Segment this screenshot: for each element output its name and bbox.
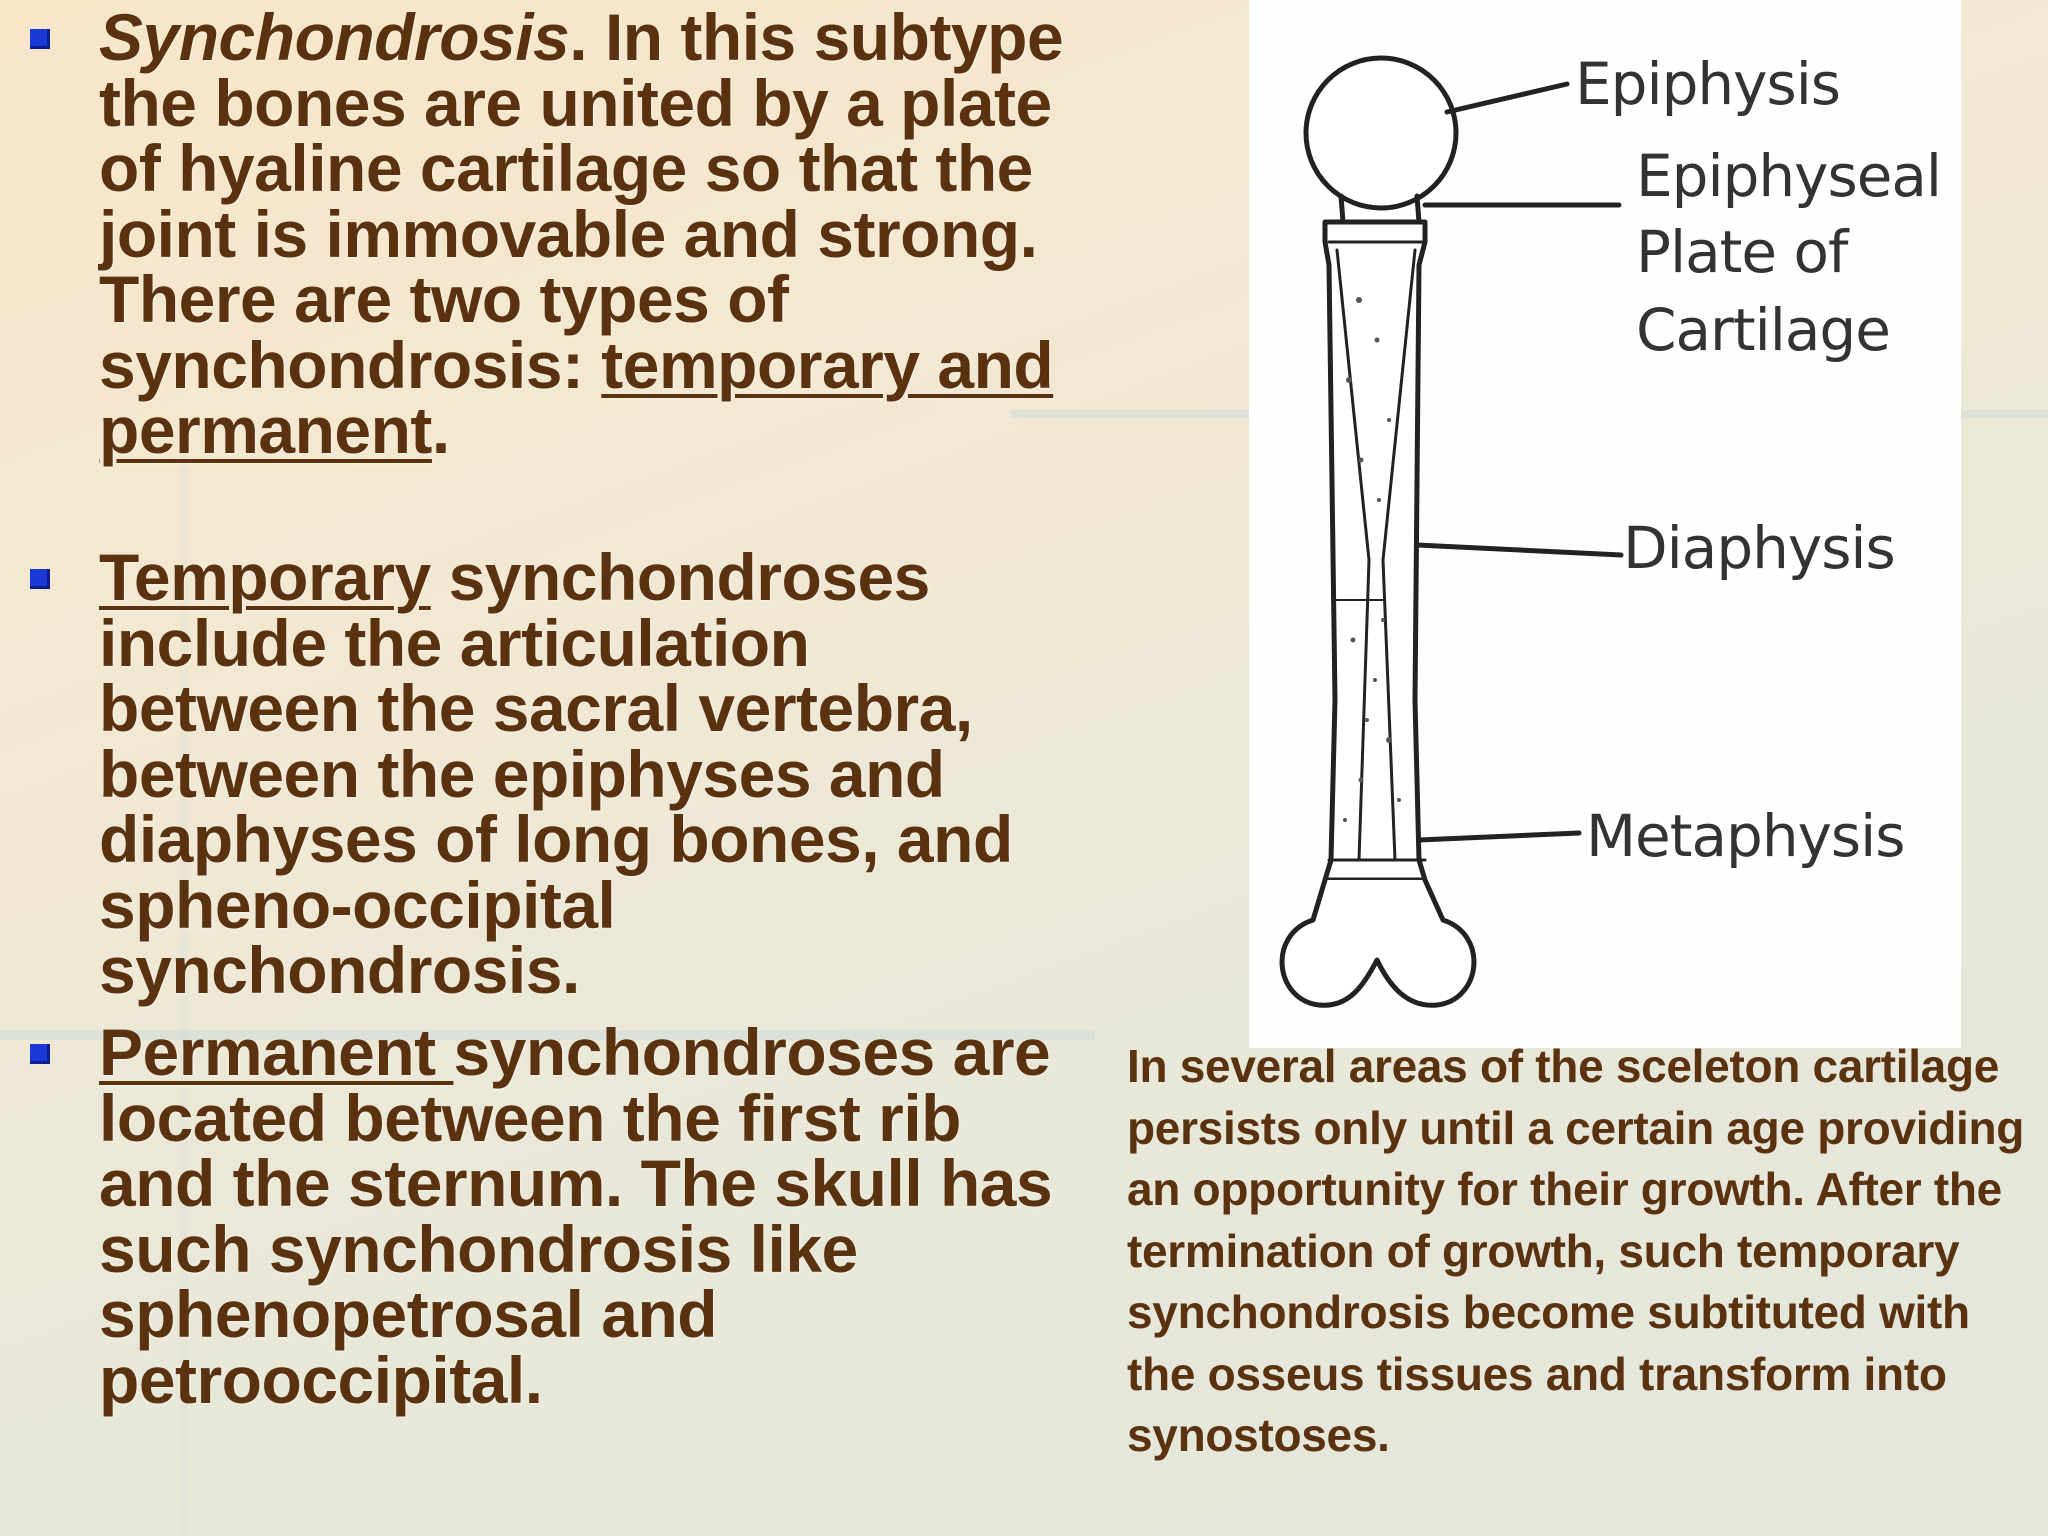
label-epiphysis: Epiphysis (1575, 50, 1841, 118)
bullet-temporary: Temporary synchondroses include the articulation between the sacral vertebra, between the epiphyses and diaphyses of long bones, and spheno-occipital synchondrosis. (0, 545, 1080, 1004)
bullet-synchondrosis: Synchondrosis. In this subtype the bones are united by a plate of hyaline cartilage so that the joint is immovable and strong. There are two types of synchondrosis: temporary and permanent. (0, 5, 1080, 464)
long-bone-diagram (1249, 0, 1961, 1048)
term-synchondrosis: Synchondrosis (99, 0, 570, 74)
term-permanent: Permanent (99, 1015, 454, 1089)
background-stripe (1955, 410, 2048, 418)
square-bullet-icon (30, 1044, 50, 1064)
label-diaphysis: Diaphysis (1623, 514, 1895, 582)
square-bullet-icon (30, 569, 50, 589)
square-bullet-icon (30, 29, 50, 49)
caption-text: In several areas of the sceleton cartilage persists only until a certain age providing an opportunity for their growth. After the termination of growth, such temporary synchondrosis become subtituted with the osseus tissues and transform into synostoses. (1127, 1040, 2025, 1461)
label-epiphyseal-plate-line1: Epiphyseal (1636, 142, 1942, 210)
underlined-types: temporary and permanent (99, 327, 1054, 467)
label-epiphyseal-plate-line2: Plate of (1636, 218, 1848, 286)
term-temporary: Temporary (99, 540, 431, 614)
label-metaphysis: Metaphysis (1586, 802, 1905, 870)
bullet-permanent: Permanent synchondroses are located between the first rib and the sternum. The skull has such synchondrosis like sphenopetrosal and petrooccipital. (0, 1020, 1080, 1413)
label-epiphyseal-plate-line3: Cartilage (1636, 296, 1890, 364)
